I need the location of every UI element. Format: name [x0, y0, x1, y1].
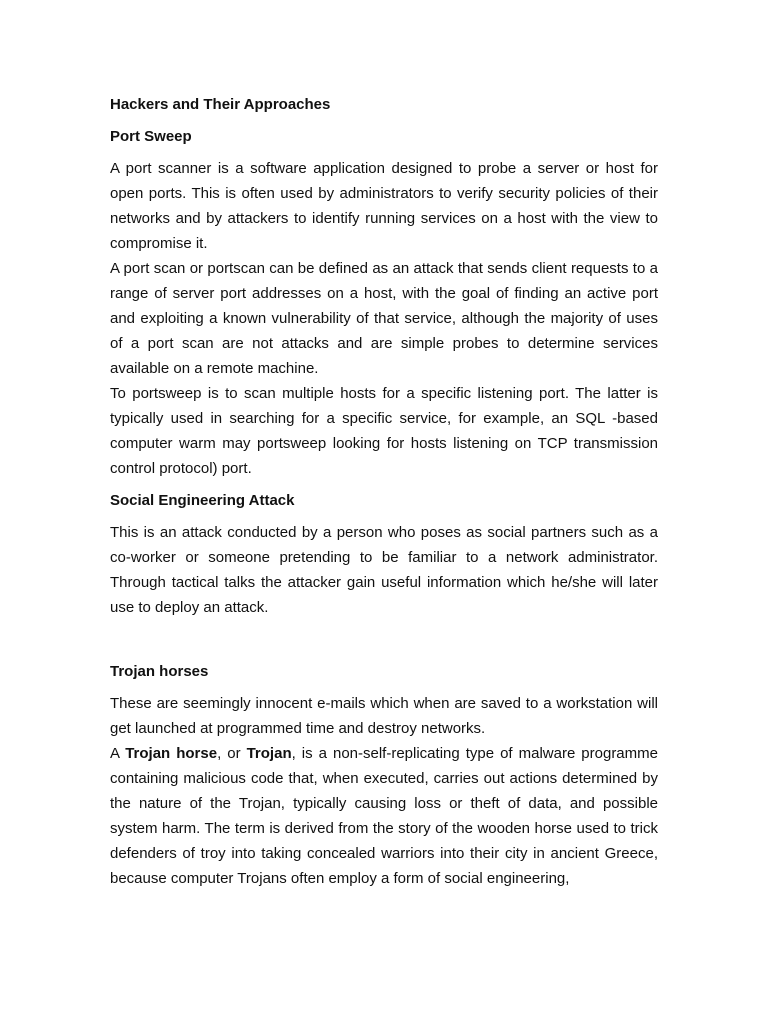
paragraph: A port scan or portscan can be defined as an attack that sends client requests to a range of server port addresses on a host, with the goal of finding an active port and exploiting a known vulnerability of that service, although the majority of uses of a port scan are not attacks and are simple probes to determine services available on a remote machine.: [110, 260, 658, 377]
paragraph: A port scanner is a software application designed to probe a server or host for open ports. This is often used by administrators to verify security policies of their networks and by attackers to identify running services on a host with the view to compromise it.: [110, 160, 658, 252]
paragraph: To portsweep is to scan multiple hosts for a specific listening port. The latter is typically used in searching for a specific service, for example, an SQL -based computer warm may portsweep looking for hosts listening on TCP transmission control protocol) port.: [110, 385, 658, 477]
paragraph: These are seemingly innocent e-mails which when are saved to a workstation will get launched at programmed time and destroy networks.: [110, 695, 658, 737]
document-title: Hackers and Their Approaches: [110, 96, 331, 113]
text-run: , is a non-self-replicating type of malware programme containing malicious code that, when executed, carries out actions determined by the nature of the Trojan, typically causing loss or theft of data, and possible system harm. The term is derived from the story of the wooden horse used to trick defenders of troy into taking concealed warriors into their city in ancient Greece, because computer Trojans often employ a form of social engineering,: [110, 745, 658, 887]
paragraph: This is an attack conducted by a person who poses as social partners such as a co-worker or someone pretending to be familiar to a network administrator. Through tactical talks the attacker gain useful information which he/she will later use to deploy an attack.: [110, 524, 658, 616]
bold-term-trojan: Trojan: [246, 745, 292, 762]
paragraph-rich: [110, 741, 658, 891]
section-body-social-engineering: [110, 520, 658, 620]
text-run: A: [110, 745, 126, 762]
text-run: , or: [217, 745, 247, 762]
bold-term-trojan-horse: Trojan horse: [125, 745, 218, 762]
section-heading-trojan-horses: Trojan horses: [110, 663, 209, 680]
spacer: [110, 627, 658, 659]
section-heading-port-sweep: Port Sweep: [110, 128, 192, 145]
section-body-trojan-horses: [110, 691, 658, 891]
document-page: [110, 92, 658, 898]
section-heading-social-engineering: Social Engineering Attack: [110, 492, 295, 509]
section-body-port-sweep: [110, 156, 658, 481]
